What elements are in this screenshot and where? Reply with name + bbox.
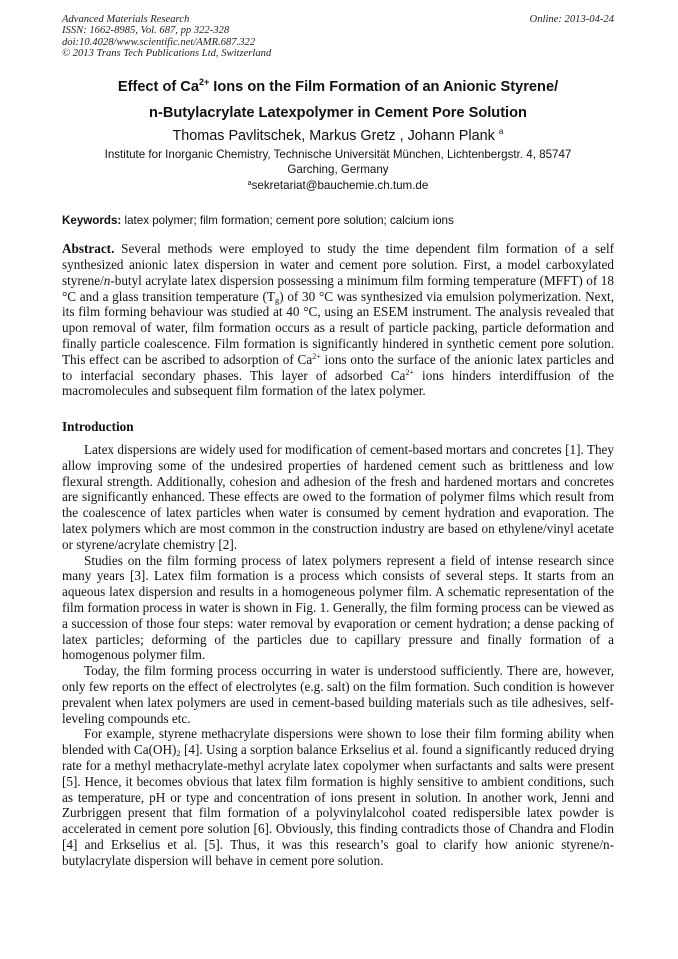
title-superscript: 2+ <box>198 76 210 87</box>
author-names: Thomas Pavlitschek, Markus Gretz , Johann Plank <box>172 127 495 144</box>
section-heading-introduction: Introduction <box>62 419 134 435</box>
author-list <box>62 127 614 145</box>
title-text: Ions on the Film Formation of an Anionic Styrene/ <box>209 78 559 95</box>
keywords-label: Keywords: <box>62 214 122 228</box>
abstract-subscript: g <box>274 294 280 305</box>
email-address: sekretariat@bauchemie.ch.tum.de <box>251 178 429 192</box>
abstract-italic: n <box>103 272 111 288</box>
abstract-text: -butyl acrylate latex dispersion possessing a minimum film forming temperature (MFFT) of 18 °C and a glass transition temperature (T <box>62 272 614 304</box>
paragraph-text: [4]. Using a sorption balance Erkselius et al. found a significantly reduced drying rate for a methyl methacrylate-methyl acrylate latex copolymer when surfactants and salts were present [5]. Hence, it becomes obvious that latex film formation is highly sensitive to ambient conditions, such as temperature, pH or type and concentration of ions present in solution. In another work, Jenni and Zurbriggen present that film formation of a polyvinylalcohol coated redispersible latex powder is accelerated in cement pore solution [6]. Obviously, this finding contradicts those of Chandra and Flodin [4] and Erkselius et al. [5]. Thus, it was this research’s goal to clarify how anionic styrene/n-butylacrylate dispersion will behave in cement pore solution. <box>62 742 614 868</box>
abstract-text: ) of 30 °C was synthesized via emulsion polymerization. Next, its film forming behaviour was studied at 40 °C, using an ESEM instrument. The analysis revealed that upon removal of water, film formation occurs as a result of particle packing, particle deformation and finally particle coalescence. Film formation is significantly hindered in synthetic cement pore solution. This effect can be ascribed to adsorption of Ca <box>62 288 614 367</box>
keywords <box>62 213 614 228</box>
email-line <box>62 178 614 194</box>
abstract <box>62 241 614 399</box>
abstract-superscript: 2+ <box>405 367 414 377</box>
abstract-text: Several methods were employed to study the time dependent film formation of a self synthesized anionic latex dispersion in water and cement pore solution. First, a model carboxylated styrene/ <box>62 241 614 288</box>
journal-header <box>62 14 614 60</box>
affiliation-line-2: Garching, Germany <box>287 163 389 177</box>
email-superscript: a <box>247 179 252 187</box>
affiliation-line-1: Institute for Inorganic Chemistry, Technische Universität München, Lichtenbergstr. 4, 85747 <box>104 147 572 161</box>
title-line-1 <box>62 74 614 100</box>
title-line-2: n-Butylacrylate Latexpolymer in Cement Pore Solution <box>149 104 527 121</box>
intro-paragraph-3: Today, the film forming process occurring in water is understood sufficiently. There are, however, only few reports on the effect of electrolytes (e.g. salt) on the film formation. Such condition is however prevalent when latex polymers are used in cement-based building materials such as tile adhesives, self-leveling compounds etc. <box>62 663 614 726</box>
paragraph-text: For example, styrene methacrylate dispersions were shown to lose their film forming ability when blended with Ca(OH) <box>62 726 614 758</box>
abstract-text: ions onto the surface of the anionic latex particles and to interfacial secondary phases. This layer of adsorbed Ca <box>62 351 614 383</box>
abstract-superscript: 2+ <box>312 351 321 361</box>
subscript: 2 <box>176 748 181 759</box>
title-text: Effect of Ca <box>117 78 199 95</box>
intro-paragraph-1: Latex dispersions are widely used for modification of cement-based mortars and concretes [1]. They allow improving some of the undesired properties of hardened cement such as brittleness and low flexural strength. Additionally, cohesion and adhesion of the fresh and hardened mortars and concretes are significantly enhanced. These effects are owed to the formation of polymer films which result from the coalescence of latex particles when water is consumed by cement hydration and evaporation. The latex polymers which are most common in the construction industry are based on ethylene/vinyl acetate or styrene/acrylate chemistry [2]. <box>62 442 614 552</box>
intro-paragraph-2: Studies on the film forming process of latex polymers represent a field of intense research since many years [3]. Latex film formation is a process which consists of several steps. It starts from an aqueous latex dispersion and results in a homogeneous polymer film. A schematic representation of the film formation process in water is shown in Fig. 1. Generally, the film forming process can be viewed as a succession of those four steps: water removal by evaporation or cement hydration; a dense packing of latex particles; deforming of the particles due to capillary pressure and finally formation of a homogenous polymer film. <box>62 552 614 663</box>
journal-name: Advanced Materials Research <box>62 14 190 25</box>
intro-paragraph-4 <box>62 726 614 868</box>
online-date: Online: 2013-04-24 <box>529 14 614 25</box>
copyright-line: © 2013 Trans Tech Publications Ltd, Switzerland <box>62 48 272 60</box>
paper-page <box>62 14 614 869</box>
issn-line: ISSN: 1662-8985, Vol. 687, pp 322-328 <box>62 25 230 37</box>
doi-line: doi:10.4028/www.scientific.net/AMR.687.322 <box>62 36 256 48</box>
abstract-label: Abstract. <box>62 241 115 257</box>
affiliation <box>62 147 614 194</box>
abstract-text: ions hinders interdiffusion of the macromolecules and subsequent film formation of the latex polymer. <box>62 367 615 399</box>
paper-title <box>62 74 614 126</box>
author-superscript: a <box>498 125 504 136</box>
keywords-text: latex polymer; film formation; cement pore solution; calcium ions <box>121 214 454 228</box>
